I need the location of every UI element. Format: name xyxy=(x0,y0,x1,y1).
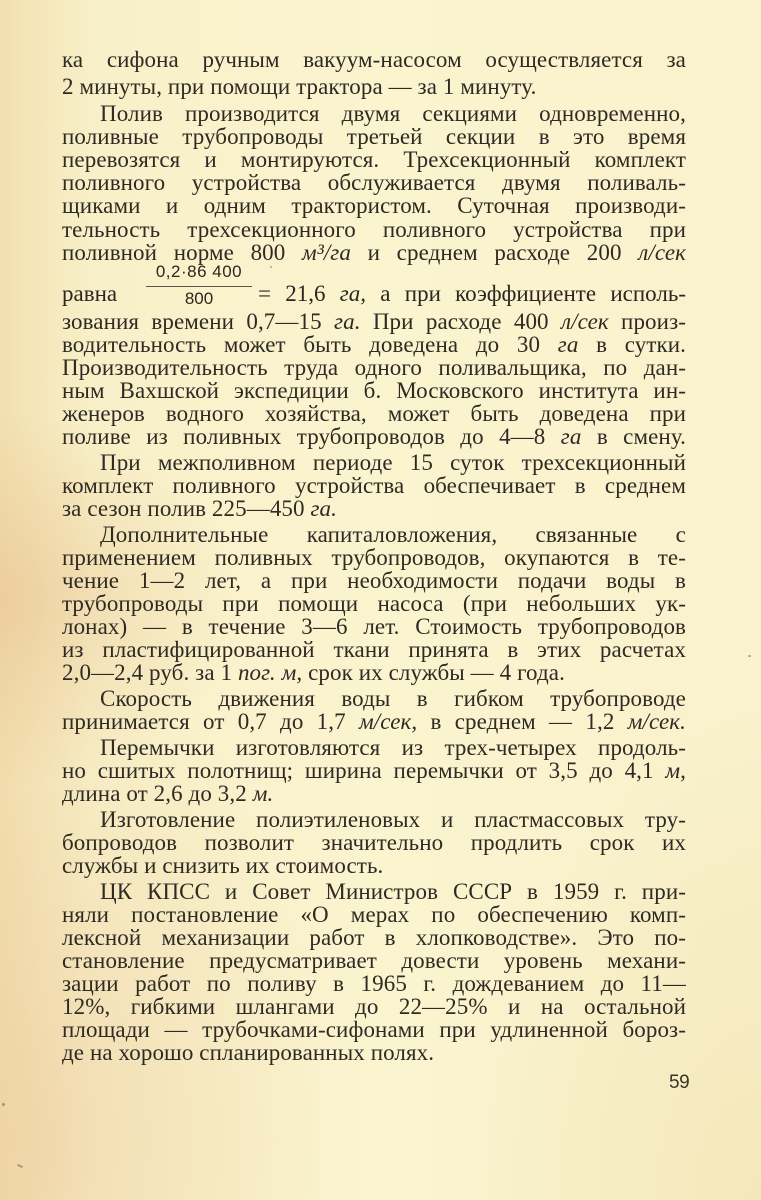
text-line: чение 1—2 лет, а при необходимости подачи воды в xyxy=(62,568,686,593)
text-line: Производительность труда одного поливальщика, по дан- xyxy=(62,355,686,380)
paragraph-start: ЦК КПСС и Совет Министров СССР в 1959 г. при- xyxy=(100,879,686,904)
paragraph-start: Полив производится двумя секциями одновременно, xyxy=(100,101,686,126)
text-line: тельность трехсекционного поливного устройства при xyxy=(62,217,686,242)
text-line: щиками и одним трактористом. Суточная производи- xyxy=(62,193,686,218)
fraction-numerator: 0,2·86 400 xyxy=(155,262,243,281)
text-line: ка сифона ручным вакуум-насосом осуществляется за xyxy=(62,47,686,72)
text-line: поливе из поливных трубопроводов до 4—8 га в смену. xyxy=(62,424,686,449)
text-line: трубопроводы при помощи насоса (при небольших ук- xyxy=(62,591,686,616)
paragraph-start: Изготовление полиэтиленовых и пластмассовых тру- xyxy=(100,807,686,832)
text-line: перевозятся и монтируются. Трехсекционный комплект xyxy=(62,147,686,172)
fraction-denominator: 800 xyxy=(184,289,214,308)
text-line: службы и снизить их стоимость. xyxy=(62,853,384,878)
paragraph-start: При межполивном периоде 15 суток трехсекционный xyxy=(100,450,686,475)
paragraph-start: Скорость движения воды в гибком трубопроводе xyxy=(100,686,686,711)
formula-prefix: равна xyxy=(62,281,118,306)
paper-speck xyxy=(17,1164,23,1168)
text-line: 12%, гибкими шлангами до 22—25% и на остальной xyxy=(62,994,686,1019)
fraction xyxy=(144,262,254,309)
text-line: становление предусматривает довести уровень механи- xyxy=(62,948,686,973)
text-line: женеров водного хозяйства, может быть доведена при xyxy=(62,401,686,426)
text-line: лонах) — в течение 3—6 лет. Стоимость трубопроводов xyxy=(62,614,686,639)
text-line: за сезон полив 225—450 га. xyxy=(62,496,338,521)
paragraph-start: Дополнительные капиталовложения, связанные с xyxy=(100,522,686,547)
text-line: поливные трубопроводы третьей секции в это время xyxy=(62,124,686,149)
paragraph-start: Перемычки изготовляются из трех-четырех продоль- xyxy=(100,735,686,760)
text-line: поливной норме 800 м³/га и среднем расходе 200 л/сек xyxy=(62,240,686,265)
fraction-bar xyxy=(146,286,252,287)
text-line: но сшитых полотнищ; ширина перемычки от 3,5 до 4,1 м, xyxy=(62,758,686,783)
formula-result: = 21,6 га, а при коэффициенте исполь- xyxy=(258,281,686,306)
text-line: зования времени 0,7—15 га. При расходе 400 л/сек произ- xyxy=(62,309,687,334)
page-number: 59 xyxy=(669,1072,690,1093)
text-line: де на хорошо спланированных полях. xyxy=(62,1040,435,1065)
text-line: длина от 2,6 до 3,2 м. xyxy=(62,781,274,806)
paper-speck xyxy=(270,266,272,268)
text-line: водительность может быть доведена до 30 га в сутки. xyxy=(62,332,687,357)
text-line: комплект поливного устройства обеспечивает в среднем xyxy=(62,473,686,498)
text-line: няли постановление «О мерах по обеспечению комп- xyxy=(62,902,686,927)
text-line: лексной механизации работ в хлопководстве». Это по- xyxy=(62,925,686,950)
text-line: из пластифицированной ткани принята в этих расчетах xyxy=(62,637,686,662)
text-line: принимается от 0,7 до 1,7 м/сек, в среднем — 1,2 м/сек. xyxy=(62,709,687,734)
text-line: применением поливных трубопроводов, окупаются в те- xyxy=(62,545,686,570)
paper-speck xyxy=(748,655,751,657)
text-line: поливного устройства обслуживается двумя поливаль- xyxy=(62,170,686,195)
text-line: 2,0—2,4 руб. за 1 пог. м, срок их службы — 4 года. xyxy=(62,660,565,685)
paper-speck xyxy=(2,1103,5,1106)
text-line: ным Вахшской экспедиции б. Московского института ин- xyxy=(62,378,686,403)
text-line: зации работ по поливу в 1965 г. дождеванием до 11— xyxy=(62,971,686,996)
text-line: 2 минуты, при помощи трактора — за 1 минуту. xyxy=(62,74,537,99)
text-line: площади — трубочками-сифонами при удлиненной бороз- xyxy=(62,1017,686,1042)
text-line: бопроводов позволит значительно продлить срок их xyxy=(62,830,686,855)
